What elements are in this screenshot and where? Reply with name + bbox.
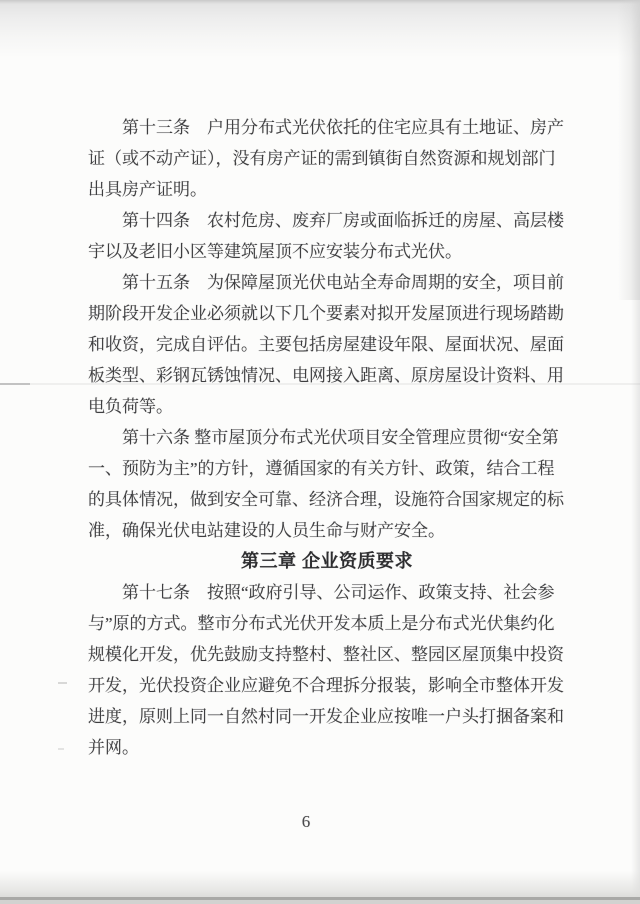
text-line: 的具体情况，做到安全可靠、经济合理，设施符合国家规定的标 <box>88 490 564 509</box>
text-line: 和收资，完成自评估。主要包括房屋建设年限、屋面状况、屋面 <box>88 335 564 354</box>
paragraph <box>88 205 566 267</box>
text-line: 期阶段开发企业必须就以下几个要素对拟开发屋顶进行现场踏勘 <box>88 304 564 323</box>
text-line: 第十四条 农村危房、废弃厂房或面临拆迁的房屋、高层楼 <box>88 211 564 230</box>
text-line: 准，确保光伏电站建设的人员生命与财产安全。 <box>88 521 445 540</box>
paragraph <box>88 422 566 546</box>
scan-shadow-right <box>631 0 640 904</box>
text-line: 电负荷等。 <box>88 397 173 416</box>
scan-edge-strip-bottom <box>0 900 640 904</box>
scan-edge-line-bottom <box>0 897 640 900</box>
paragraph <box>88 112 566 205</box>
text-line: 宇以及老旧小区等建筑屋顶不应安装分布式光伏。 <box>88 242 462 261</box>
text-line: 第十六条 整市屋顶分布式光伏项目安全管理应贯彻“安全第 <box>88 428 559 447</box>
scan-artifact-dash <box>0 383 30 385</box>
text-line: 规模化开发，优先鼓励支持整村、整社区、整园区屋顶集中投资 <box>88 645 564 664</box>
scan-shadow-top <box>0 0 640 58</box>
text-line: 第十三条 户用分布式光伏依托的住宅应具有土地证、房产 <box>88 118 564 137</box>
scan-speck <box>58 748 64 750</box>
text-line: 第十五条 为保障屋顶光伏电站全寿命周期的安全，项目前 <box>88 273 564 292</box>
text-line: 一、预防为主”的方针，遵循国家的有关方针、政策，结合工程 <box>88 459 555 478</box>
paragraph <box>88 267 566 422</box>
text-line: 证（或不动产证），没有房产证的需到镇街自然资源和规划部门 <box>88 149 556 168</box>
text-line: 与”原的方式。整市分布式光伏开发本质上是分布式光伏集约化 <box>88 614 555 633</box>
scan-shadow-bottom <box>0 871 640 897</box>
page-number: 6 <box>301 812 311 831</box>
text-line: 出具房产证明。 <box>88 180 207 199</box>
text-line: 开发，光伏投资企业应避免不合理拆分报装，影响全市整体开发 <box>88 676 564 695</box>
document-body <box>88 112 566 763</box>
scan-speck <box>58 682 67 684</box>
scan-shadow-top-right <box>618 0 640 300</box>
chapter-heading: 第三章 企业资质要求 <box>240 551 413 571</box>
text-line: 并网。 <box>88 738 139 757</box>
text-line: 板类型、彩钢瓦锈蚀情况、电网接入距离、原房屋设计资料、用 <box>88 366 564 385</box>
text-line: 进度，原则上同一自然村同一开发企业应按唯一户头打捆备案和 <box>88 707 564 726</box>
text-line: 第十七条 按照“政府引导、公司运作、政策支持、社会参 <box>88 583 555 602</box>
paragraph <box>88 577 566 763</box>
